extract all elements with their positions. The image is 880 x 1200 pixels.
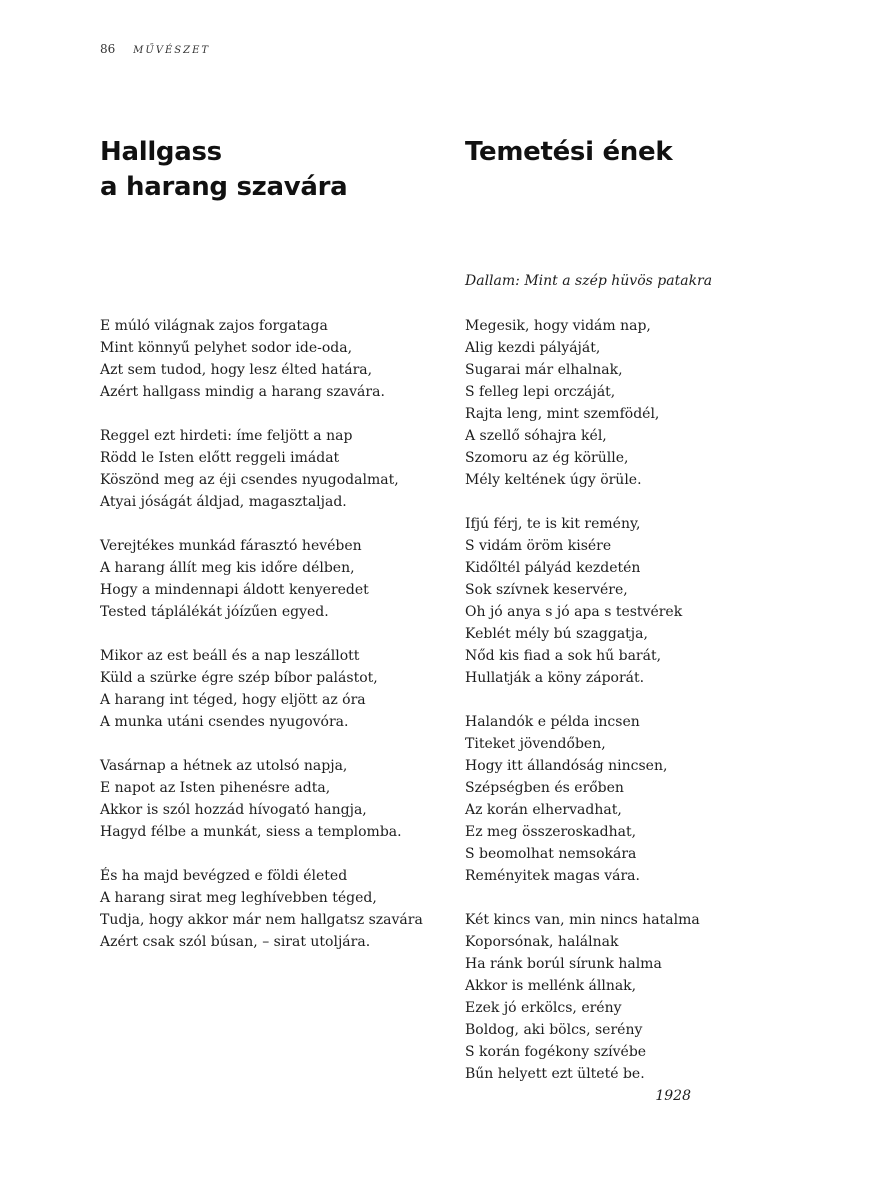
title-line: a harang szavára [100,172,348,202]
verse-line: Atyai jóságát áldjad, magasztaljad. [100,494,347,510]
verse-line: Küld a szürke égre szép bíbor palástot, [100,670,378,686]
title-line: Hallgass [100,137,222,167]
stanza [465,909,700,1085]
verse-line: És ha majd bevégzed e földi életed [100,868,348,884]
verse-line: Keblét mély bú szaggatja, [465,626,648,642]
verse-line: Rödd le Isten előtt reggeli imádat [100,450,340,466]
verse-line: S beomolhat nemsokára [465,846,637,862]
verse-line: Verejtékes munkád fárasztó hevében [100,538,362,554]
verse-line: Boldog, aki bölcs, serény [465,1022,643,1038]
stanza [100,645,423,733]
stanza [100,865,423,953]
verse-line: Szépségben és erőben [465,780,624,796]
verse-line: S felleg lepi orczáját, [465,384,616,400]
verse-line: Reményitek magas vára. [465,868,640,884]
verse-line: Oh jó anya s jó apa s testvérek [465,604,683,620]
verse-line: A harang int téged, hogy eljött az óra [100,692,366,708]
stanza [465,315,700,491]
running-head [100,42,210,56]
verse-line: Ha ránk borúl sírunk halma [465,956,662,972]
verse-line: Az korán elhervadhat, [465,802,622,818]
verse-line: Köszönd meg az éji csendes nyugodalmat, [100,472,399,488]
stanza [100,755,423,843]
verse-line: Koporsónak, halálnak [465,934,619,950]
verse-line: Sok szívnek keservére, [465,582,628,598]
verse-line: S korán fogékony szívébe [465,1044,647,1060]
section-title: MŰVÉSZET [133,45,211,56]
left-poem [100,135,440,950]
verse-line: Reggel ezt hirdeti: íme feljött a nap [100,428,353,444]
stanza [465,513,700,689]
verse-line: Hogy itt állandóság nincsen, [465,758,668,774]
verse-line: Tested táplálékát jóízűen egyed. [100,604,329,620]
stanza [100,425,423,513]
verse-line: Rajta leng, mint szemfödél, [465,406,660,422]
verse-line: Kidőltél pályád kezdetén [465,560,641,576]
page-number: 86 [100,42,116,56]
verse-line: Hagyd félbe a munkát, siess a templomba. [100,824,402,840]
verse-line: Megesik, hogy vidám nap, [465,318,651,334]
verse-line: Tudja, hogy akkor már nem hallgatsz szavára [100,912,423,928]
verse-line: Bűn helyett ezt ülteté be. [465,1066,645,1082]
verse-line: Azért hallgass mindig a harang szavára. [100,384,385,400]
verse-line: E múló világnak zajos forgataga [100,318,328,334]
poem-title: Temetési ének [465,137,673,167]
verse-line: Mély keltének úgy örüle. [465,472,642,488]
verse-line: Azért csak szól búsan, – sirat utoljára. [100,934,371,950]
verse-line: Akkor is mellénk állnak, [465,978,637,994]
verse-line: S vidám öröm kisére [465,538,612,554]
verse-line: Halandók e példa incsen [465,714,640,730]
verse-line: A szellő sóhajra kél, [465,428,607,444]
verse-line: Vasárnap a hétnek az utolsó napja, [100,758,348,774]
stanza [465,711,700,887]
verse-line: Titeket jövendőben, [465,736,606,752]
stanza [100,535,423,623]
verse-line: Sugarai már elhalnak, [465,362,623,378]
right-poem [465,135,713,1082]
stanza [100,315,423,403]
verse-line: Akkor is szól hozzád hívogató hangja, [100,802,367,818]
verse-line: Mint könnyű pelyhet sodor ide-oda, [100,340,353,356]
verse-line: Hogy a mindennapi áldott kenyeredet [100,582,369,598]
verse-line: Ezek jó erkölcs, erény [465,1000,622,1016]
poem-body [465,315,700,1107]
verse-line: Ez meg összeroskadhat, [465,824,637,840]
verse-line: Nőd kis fiad a sok hű barát, [465,648,662,664]
melody-note: Dallam: Mint a szép hüvös patakra [465,273,713,289]
verse-line: Alig kezdi pályáját, [465,340,601,356]
poem-body [100,315,423,975]
verse-line: A munka utáni csendes nyugovóra. [100,714,349,730]
verse-line: E napot az Isten pihenésre adta, [100,780,331,796]
verse-line: Mikor az est beáll és a nap leszállott [100,648,360,664]
verse-line: A harang állít meg kis időre délben, [100,560,355,576]
verse-line: Két kincs van, min nincs hatalma [465,912,700,928]
verse-line: Azt sem tudod, hogy lesz élted határa, [100,362,373,378]
verse-line: Szomoru az ég körülle, [465,450,629,466]
poem-title [100,135,440,205]
verse-line: Hullatják a köny záporát. [465,670,645,686]
poem-year: 1928 [655,1088,691,1104]
verse-line: Ifjú férj, te is kit remény, [465,516,641,532]
verse-line: A harang sirat meg leghívebben téged, [100,890,377,906]
